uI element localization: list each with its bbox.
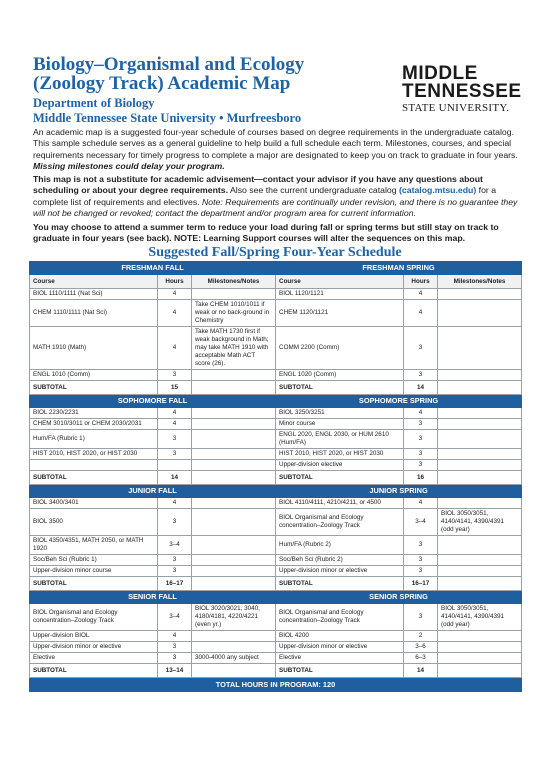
spring-notes — [438, 642, 522, 653]
total-hours: TOTAL HOURS IN PROGRAM: 120 — [30, 678, 522, 692]
fall-course: CHEM 1110/1111 (Nat Sci) — [30, 300, 158, 327]
course-row — [30, 460, 522, 471]
fall-hours — [158, 460, 192, 471]
spring-subtotal-notes — [438, 664, 522, 678]
course-row — [30, 555, 522, 566]
fall-course — [30, 460, 158, 471]
fall-course: MATH 1910 (Math) — [30, 327, 158, 370]
fall-hours: 4 — [158, 408, 192, 419]
spring-course: Elective — [276, 653, 404, 664]
spring-notes — [438, 370, 522, 381]
spring-course: BIOL 4200 — [276, 631, 404, 642]
spring-course: Soc/Beh Sci (Rubric 2) — [276, 555, 404, 566]
logo-line-1: MIDDLE — [402, 63, 478, 84]
fall-hours: 4 — [158, 300, 192, 327]
fall-notes — [192, 449, 276, 460]
fall-notes — [192, 430, 276, 449]
fall-course: BIOL 2230/2231 — [30, 408, 158, 419]
intro-p2-bold: This map is not a substitute for academic advisement—contact your advisor if you have any questions about scheduling or about your degree requirements. — [33, 174, 483, 196]
spring-course: COMM 2200 (Comm) — [276, 327, 404, 370]
intro-paragraph-2 — [33, 174, 519, 219]
spring-term-label: JUNIOR SPRING — [276, 485, 522, 498]
spring-subtotal-label: SUBTOTAL — [276, 664, 404, 678]
fall-course: Upper-division BIOL — [30, 631, 158, 642]
spring-notes — [438, 566, 522, 577]
intro-p2-text: Also see the current undergraduate catalog — [229, 185, 397, 196]
fall-term-label: JUNIOR FALL — [30, 485, 276, 498]
spring-course: Hum/FA (Rubric 2) — [276, 536, 404, 555]
spring-hours: 3 — [404, 327, 438, 370]
title-line-2: (Zoology Track) Academic Map — [33, 73, 291, 94]
spring-subtotal-hours: 14 — [404, 664, 438, 678]
spring-notes — [438, 631, 522, 642]
column-header-hours: Hours — [404, 275, 438, 289]
spring-notes — [438, 289, 522, 300]
spring-notes — [438, 498, 522, 509]
spring-hours: 3–4 — [404, 509, 438, 536]
fall-course: ENGL 1010 (Comm) — [30, 370, 158, 381]
spring-hours: 3 — [404, 566, 438, 577]
course-row — [30, 604, 522, 631]
course-row — [30, 498, 522, 509]
fall-subtotal-label: SUBTOTAL — [30, 381, 158, 395]
fall-course: Upper-division minor or elective — [30, 642, 158, 653]
fall-subtotal-hours: 13–14 — [158, 664, 192, 678]
spring-course: Upper-division minor or elective — [276, 566, 404, 577]
department-name: Department of Biology — [33, 96, 155, 110]
column-header-course: Course — [276, 275, 404, 289]
term-header-row — [30, 485, 522, 498]
course-row — [30, 631, 522, 642]
fall-notes — [192, 642, 276, 653]
fall-course: BIOL 3400/3401 — [30, 498, 158, 509]
fall-notes — [192, 419, 276, 430]
spring-hours: 3 — [404, 555, 438, 566]
fall-hours: 3 — [158, 555, 192, 566]
spring-notes — [438, 327, 522, 370]
fall-hours: 3 — [158, 509, 192, 536]
fall-course: Soc/Beh Sci (Rubric 1) — [30, 555, 158, 566]
fall-subtotal-hours: 14 — [158, 471, 192, 485]
spring-subtotal-hours: 16–17 — [404, 577, 438, 591]
subtotal-row — [30, 664, 522, 678]
course-row — [30, 509, 522, 536]
spring-course: ENGL 1020 (Comm) — [276, 370, 404, 381]
fall-hours: 4 — [158, 289, 192, 300]
spring-subtotal-label: SUBTOTAL — [276, 577, 404, 591]
spring-term-label: SOPHOMORE SPRING — [276, 395, 522, 408]
term-header-row — [30, 262, 522, 275]
course-row — [30, 370, 522, 381]
fall-subtotal-notes — [192, 381, 276, 395]
spring-subtotal-notes — [438, 381, 522, 395]
spring-hours: 4 — [404, 408, 438, 419]
course-row — [30, 419, 522, 430]
fall-notes — [192, 289, 276, 300]
subtotal-row — [30, 577, 522, 591]
fall-course: BIOL 3500 — [30, 509, 158, 536]
fall-subtotal-label: SUBTOTAL — [30, 664, 158, 678]
spring-notes — [438, 460, 522, 471]
spring-subtotal-notes — [438, 577, 522, 591]
spring-term-label: SENIOR SPRING — [276, 591, 522, 604]
schedule-table — [29, 261, 522, 692]
fall-hours: 3–4 — [158, 604, 192, 631]
fall-subtotal-notes — [192, 577, 276, 591]
fall-notes — [192, 536, 276, 555]
spring-term-label: FRESHMAN SPRING — [276, 262, 522, 275]
course-row — [30, 566, 522, 577]
spring-hours: 4 — [404, 300, 438, 327]
spring-course: BIOL 1120/1121 — [276, 289, 404, 300]
course-row — [30, 430, 522, 449]
fall-hours: 3 — [158, 566, 192, 577]
spring-notes — [438, 653, 522, 664]
spring-hours: 3 — [404, 460, 438, 471]
spring-notes: BIOL 3050/3051, 4140/4141, 4390/4391 (odd year) — [438, 509, 522, 536]
spring-notes — [438, 419, 522, 430]
intro-p1-emphasis: Missing milestones could delay your program. — [33, 160, 225, 171]
fall-notes: Take MATH 1730 first if weak background in Math; may take MATH 1910 with acceptable Math ACT score (26). — [192, 327, 276, 370]
spring-hours: 2 — [404, 631, 438, 642]
spring-hours: 3 — [404, 449, 438, 460]
intro-p2-text2: for a complete list of requirements and electives. — [33, 185, 497, 207]
spring-course: Upper-division minor or elective — [276, 642, 404, 653]
fall-hours: 3 — [158, 653, 192, 664]
fall-hours: 3–4 — [158, 536, 192, 555]
intro-paragraph-1 — [33, 127, 519, 172]
fall-subtotal-label: SUBTOTAL — [30, 471, 158, 485]
intro-p1-text: An academic map is a suggested four-year schedule of courses based on degree requirements in the undergraduate catalog. This sample schedule serves as a general guideline to help build a full schedule each term. Milestones, courses, and special requirements necessary for timely progress to complete a major are designated to keep you on track to graduate in four years. — [33, 127, 518, 160]
fall-course: Upper-division minor course — [30, 566, 158, 577]
spring-course: BIOL Organismal and Ecology concentration–Zoology Track — [276, 604, 404, 631]
spring-subtotal-hours: 14 — [404, 381, 438, 395]
fall-hours: 4 — [158, 631, 192, 642]
fall-notes: 3000-4000 any subject — [192, 653, 276, 664]
fall-notes — [192, 370, 276, 381]
spring-notes: BIOL 3050/3051, 4140/4141, 4390/4391 (odd year) — [438, 604, 522, 631]
fall-notes: BIOL 3020/3021, 3040, 4180/4181, 4220/4221 (even yr.) — [192, 604, 276, 631]
fall-course: BIOL Organismal and Ecology concentration–Zoology Track — [30, 604, 158, 631]
fall-hours: 3 — [158, 430, 192, 449]
spring-course: HIST 2010, HIST 2020, or HIST 2030 — [276, 449, 404, 460]
term-header-row — [30, 591, 522, 604]
course-row — [30, 408, 522, 419]
spring-hours: 3 — [404, 604, 438, 631]
spring-course: CHEM 1120/1121 — [276, 300, 404, 327]
course-row — [30, 300, 522, 327]
column-header-notes: Milestones/Notes — [192, 275, 276, 289]
fall-hours: 3 — [158, 370, 192, 381]
spring-course: ENGL 2020, ENGL 2030, or HUM 2610 (Hum/FA) — [276, 430, 404, 449]
fall-notes — [192, 631, 276, 642]
fall-subtotal-hours: 16–17 — [158, 577, 192, 591]
document-title — [33, 55, 304, 93]
fall-notes — [192, 408, 276, 419]
spring-notes — [438, 300, 522, 327]
fall-notes — [192, 509, 276, 536]
spring-notes — [438, 408, 522, 419]
fall-notes — [192, 566, 276, 577]
spring-course: BIOL 4110/4111, 4210/4211, or 4500 — [276, 498, 404, 509]
logo-line-3: STATE UNIVERSITY. — [402, 102, 510, 114]
fall-course: Elective — [30, 653, 158, 664]
spring-notes — [438, 536, 522, 555]
spring-hours: 6–3 — [404, 653, 438, 664]
intro-paragraph-3: You may choose to attend a summer term to reduce your load during fall or spring terms but still stay on track to graduate in four years (see back). NOTE: Learning Support courses will alter the sequences on this map. — [33, 222, 499, 244]
spring-subtotal-hours: 16 — [404, 471, 438, 485]
fall-notes — [192, 555, 276, 566]
fall-term-label: SOPHOMORE FALL — [30, 395, 276, 408]
total-hours-row — [30, 678, 522, 692]
logo-line-2: TENNESSEE — [402, 81, 522, 102]
course-row — [30, 642, 522, 653]
fall-hours: 4 — [158, 419, 192, 430]
spring-notes — [438, 555, 522, 566]
spring-hours: 4 — [404, 289, 438, 300]
university-line: Middle Tennessee State University • Murfreesboro — [33, 111, 302, 125]
spring-hours: 3–6 — [404, 642, 438, 653]
catalog-link[interactable]: (catalog.mtsu.edu) — [399, 185, 477, 196]
spring-subtotal-label: SUBTOTAL — [276, 381, 404, 395]
fall-course: Hum/FA (Rubric 1) — [30, 430, 158, 449]
intro-p2-note: Note: Requirements are continually under revision, and there is no guarantee they will not be changed or revoked; contact the department and/or program area for current information. — [33, 196, 518, 218]
subtotal-row — [30, 381, 522, 395]
fall-course: CHEM 3010/3011 or CHEM 2030/2031 — [30, 419, 158, 430]
spring-course: Minor course — [276, 419, 404, 430]
column-header-row — [30, 275, 522, 289]
schedule-title: Suggested Fall/Spring Four-Year Schedule — [148, 245, 402, 260]
fall-course: BIOL 4350/4351, MATH 2050, or MATH 1920 — [30, 536, 158, 555]
fall-hours: 4 — [158, 327, 192, 370]
spring-notes — [438, 430, 522, 449]
fall-course: HIST 2010, HIST 2020, or HIST 2030 — [30, 449, 158, 460]
fall-term-label: SENIOR FALL — [30, 591, 276, 604]
fall-notes — [192, 460, 276, 471]
fall-term-label: FRESHMAN FALL — [30, 262, 276, 275]
fall-subtotal-notes — [192, 471, 276, 485]
spring-hours: 3 — [404, 536, 438, 555]
term-header-row — [30, 395, 522, 408]
spring-hours: 3 — [404, 430, 438, 449]
course-row — [30, 327, 522, 370]
course-row — [30, 449, 522, 460]
title-line-1: Biology–Organismal and Ecology — [33, 54, 305, 75]
fall-subtotal-notes — [192, 664, 276, 678]
column-header-course: Course — [30, 275, 158, 289]
fall-hours: 3 — [158, 449, 192, 460]
spring-course: BIOL 3250/3251 — [276, 408, 404, 419]
column-header-notes: Milestones/Notes — [438, 275, 522, 289]
spring-hours: 3 — [404, 419, 438, 430]
fall-subtotal-hours: 15 — [158, 381, 192, 395]
course-row — [30, 289, 522, 300]
column-header-hours: Hours — [158, 275, 192, 289]
spring-course: BIOL Organismal and Ecology concentration–Zoology Track — [276, 509, 404, 536]
spring-subtotal-label: SUBTOTAL — [276, 471, 404, 485]
fall-hours: 4 — [158, 498, 192, 509]
fall-hours: 3 — [158, 642, 192, 653]
fall-course: BIOL 1110/1111 (Nat Sci) — [30, 289, 158, 300]
spring-course: Upper-division elective — [276, 460, 404, 471]
spring-hours: 3 — [404, 370, 438, 381]
course-row — [30, 653, 522, 664]
course-row — [30, 536, 522, 555]
spring-subtotal-notes — [438, 471, 522, 485]
spring-notes — [438, 449, 522, 460]
fall-notes: Take CHEM 1010/1011 if weak or no back-ground in Chemistry — [192, 300, 276, 327]
fall-notes — [192, 498, 276, 509]
mtsu-logo — [402, 64, 520, 115]
fall-subtotal-label: SUBTOTAL — [30, 577, 158, 591]
spring-hours: 4 — [404, 498, 438, 509]
subtotal-row — [30, 471, 522, 485]
